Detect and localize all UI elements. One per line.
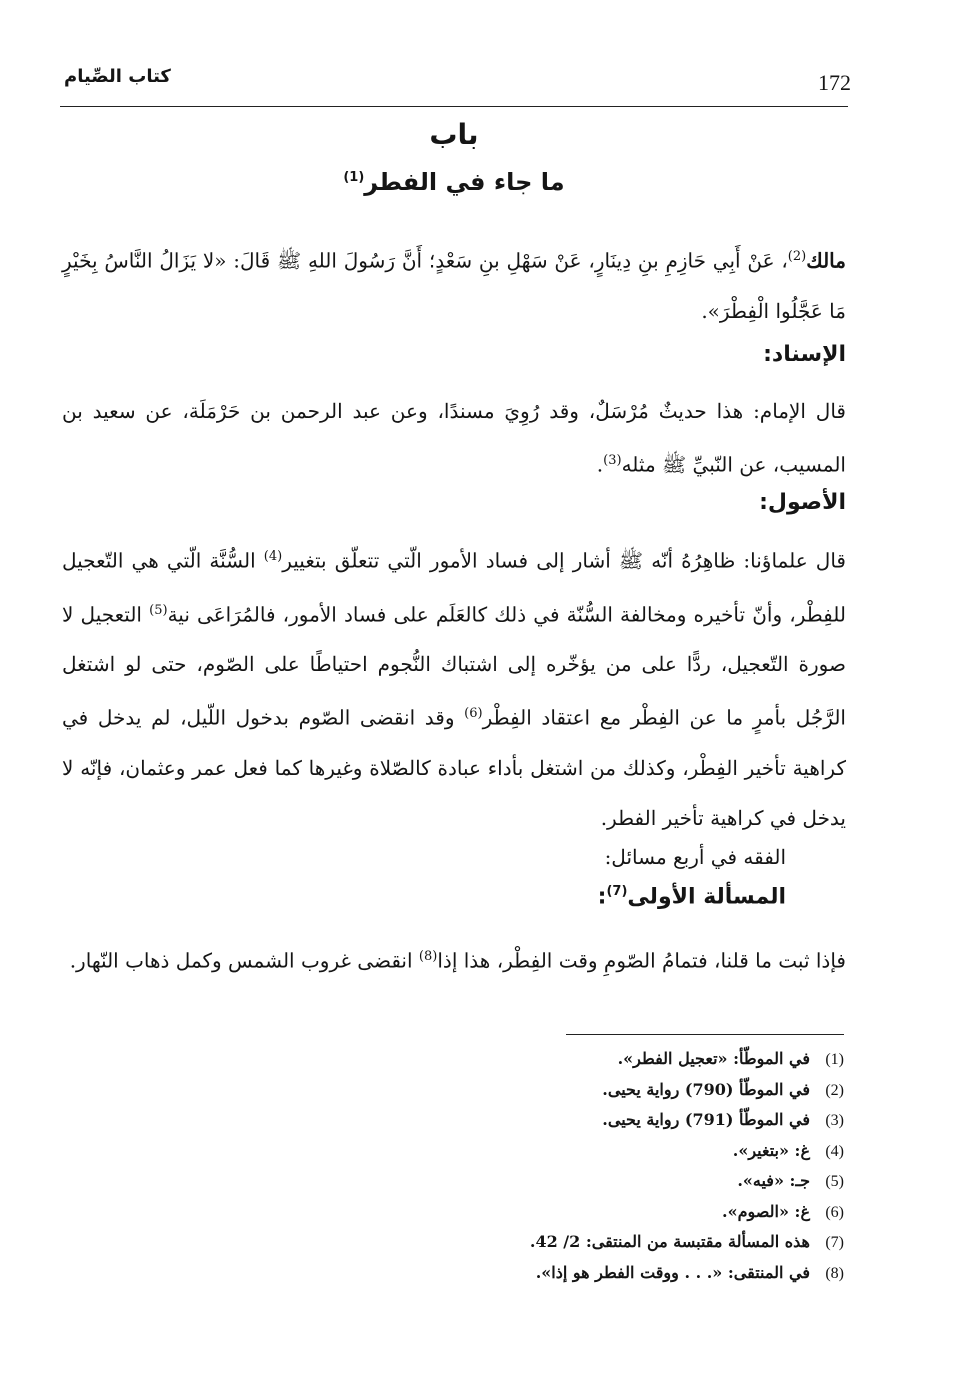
masala-text-1: فإذا ثبت ما قلنا، فتمامُ الصّومِ وقت الفِطْر، هذا إذا xyxy=(437,948,846,973)
footnote-ref-2: (2) xyxy=(787,249,807,264)
usul-text-2: السُّنَّة الّتي هي التّعجيل للفِطْر، وأنّ تأخيره ومخالفة السُّنّة في ذلك كالعَلَم على فساد الأمور، فالمُرَاعَى نية xyxy=(62,548,846,627)
footnote xyxy=(400,1227,844,1258)
header-divider xyxy=(60,106,848,107)
masala-title: المسألة الأولى xyxy=(627,884,786,910)
footnote-text: غ: «الصوم». xyxy=(722,1201,810,1221)
footnote-text: في الموطّأ: «تعجيل الفطر». xyxy=(617,1049,810,1068)
footnote-ref-3: (3) xyxy=(603,453,622,468)
footnote-text: في المنتقى: «. . . ووقت الفطر هو إذا». xyxy=(535,1262,810,1282)
footnote xyxy=(400,1044,844,1075)
isnad-heading: الإسناد: xyxy=(763,342,846,367)
isnad-paragraph xyxy=(62,386,846,490)
footnote-text: هذه المسألة مقتبسة من المنتقى: 2/ 42. xyxy=(529,1232,810,1251)
running-header-title: كتاب الصِّيام xyxy=(64,66,171,87)
footnote-number: (3) xyxy=(825,1112,844,1129)
chapter-title xyxy=(62,168,846,196)
fiqh-intro: الفقه في أربع مسائل: xyxy=(604,845,786,869)
chapter-label: باب xyxy=(429,118,479,151)
masala-paragraph xyxy=(62,932,846,986)
footnote-number: (2) xyxy=(825,1081,844,1099)
footnote-text: في الموطّأ (790) رواية يحيى. xyxy=(602,1079,810,1099)
footnote-ref-6: (6) xyxy=(464,706,483,722)
footnotes-list xyxy=(400,1044,844,1288)
usul-heading: الأصول: xyxy=(759,490,846,515)
footnote-number: (4) xyxy=(825,1142,844,1160)
footnote xyxy=(400,1258,844,1289)
masala-heading xyxy=(62,884,846,909)
footnote-number: (6) xyxy=(825,1203,844,1221)
page-number: 172 xyxy=(818,70,851,95)
footnote-number: (8) xyxy=(825,1264,844,1282)
usul-text-1: قال علماؤنا: ظاهِرُهُ أنّه ﷺ أشار إلى فساد الأمور الّتي تتعلّق بتغيير xyxy=(282,548,846,573)
hadith-paragraph xyxy=(62,232,846,336)
footnote-text: غ: «بتغير». xyxy=(732,1140,810,1160)
footnote-ref-4: (4) xyxy=(263,549,283,564)
footnote-ref-1: (1) xyxy=(343,170,365,185)
hadith-narrator: مالك xyxy=(806,248,846,273)
footnote-number: (1) xyxy=(825,1051,844,1068)
footnote-number: (7) xyxy=(825,1234,844,1251)
usul-text-3: التعجيل لا صورة التّعجيل، ردًّا على من يؤخّره إلى اشتباك النُّجوم احتياطًا على الصّوم، حتى لو اشتغل الرَّجُل بأمرٍ ما عن الفِطْر مع اعتقاد الفِطْر xyxy=(62,602,846,730)
footnote-number: (5) xyxy=(825,1173,844,1190)
footnote-ref-8: (8) xyxy=(418,949,438,964)
footnote-divider xyxy=(566,1034,844,1035)
hadith-text: ، عَنْ أَبِي حَازِمِ بنِ دِينَارٍ، عَنْ سَهْلِ بنِ سَعْدٍ؛ أَنَّ رَسُولَ اللهِ ﷺ قَالَ: «لا يَزَالُ النَّاسُ بِخَيْرٍ مَا عَجَّلُوا الْفِطْرَ». xyxy=(62,248,846,323)
masala-text-2: انقضى غروب الشمس وكمل ذهاب النّهار. xyxy=(69,948,419,973)
footnote xyxy=(400,1136,844,1167)
footnote-text: جـ: «فيه». xyxy=(737,1171,810,1190)
masala-colon: : xyxy=(597,884,607,910)
chapter-title-text: ما جاء في الفطر xyxy=(364,168,565,196)
footnote-ref-5: (5) xyxy=(149,602,168,618)
footnote xyxy=(400,1166,844,1197)
footnote xyxy=(400,1105,844,1136)
footnote-text: في الموطّأ (791) رواية يحيى. xyxy=(602,1110,810,1129)
usul-paragraph xyxy=(62,532,846,843)
footnote-ref-7: (7) xyxy=(606,884,628,899)
usul-text-4: وقد انقضى الصّوم بدخول اللّيل، لم يدخل في كراهية تأخير الفِطْر، وكذلك من اشتغل بأداء عبادة كالصّلاة وغيرها كما فعل عمر وعثمان، فإنّه لا يدخل في كراهية تأخير الفطر. xyxy=(62,705,846,830)
isnad-end: . xyxy=(596,452,604,477)
footnote xyxy=(400,1075,844,1106)
isnad-text: قال الإمام: هذا حديثٌ مُرْسَلٌ، وقد رُوِيَ مسندًا، وعن عبد الرحمن بن حَرْمَلَة، عن سعيد بن المسيب، عن النّبيِّ ﷺ مثله xyxy=(62,399,846,477)
footnote xyxy=(400,1197,844,1228)
